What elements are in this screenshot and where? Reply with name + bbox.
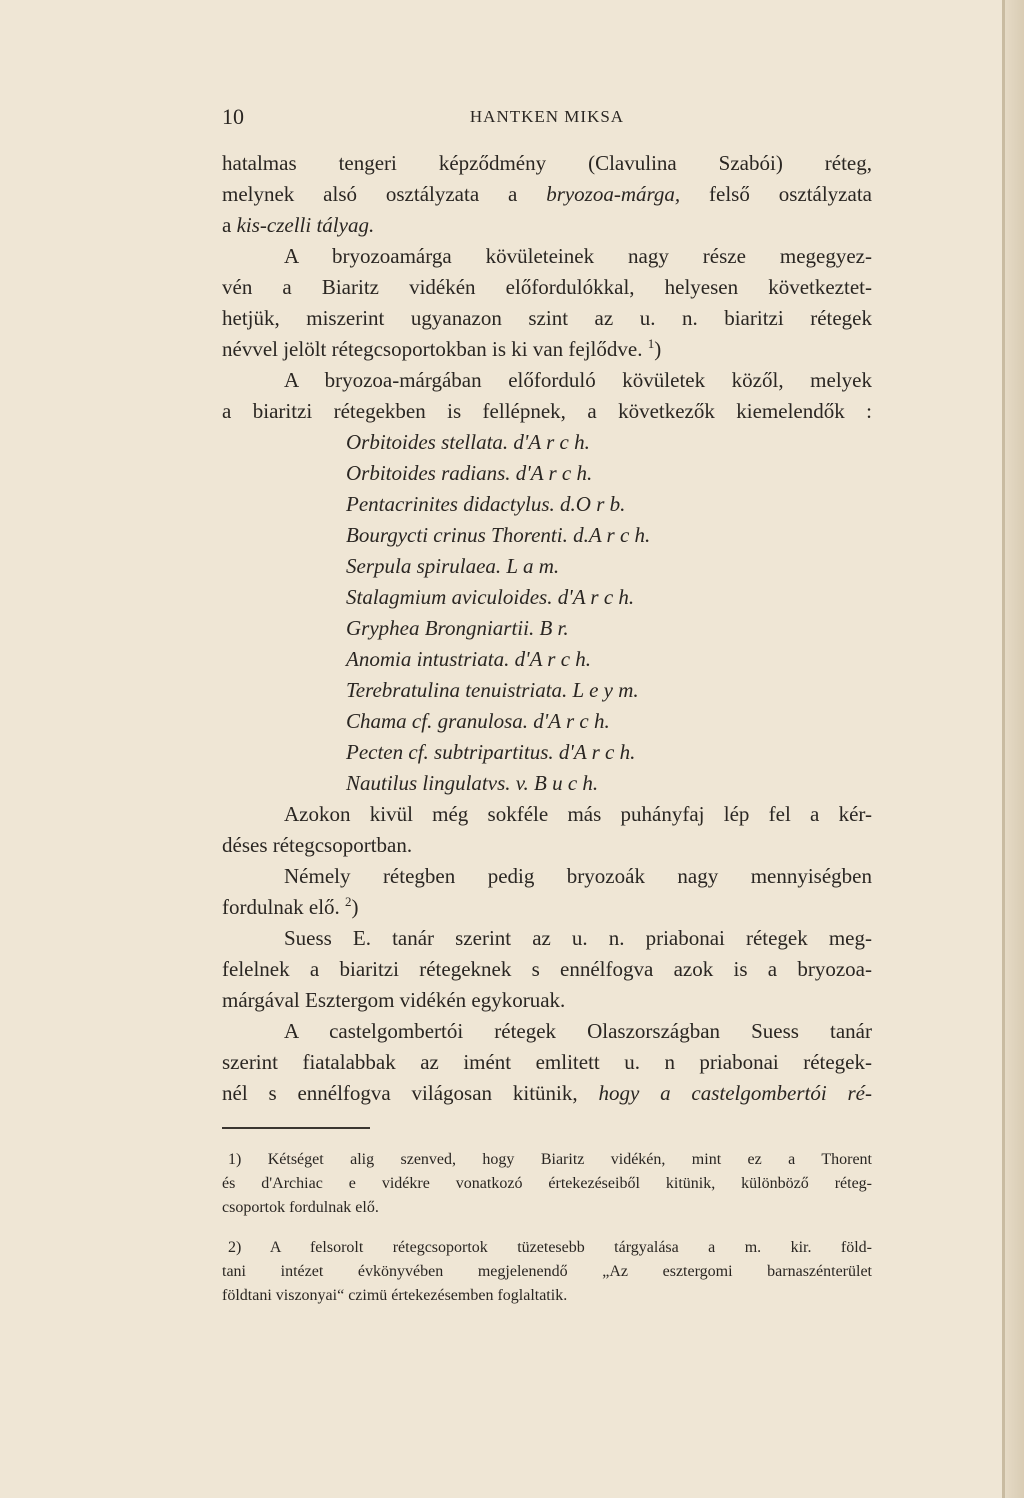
- footnote-2-line: földtani viszonyai“ czimü értekezésemben foglaltatik.: [222, 1287, 568, 1304]
- text-line: [222, 210, 872, 241]
- text-line: [222, 892, 872, 923]
- fossil-item: Gryphea Brongniartii. B r.: [346, 616, 569, 640]
- text-span: A felsorolt rétegcsoportok tüzetesebb tárgyalása a m. kir. föld-: [241, 1239, 872, 1256]
- footnote-2-line: tani intézet évkönyvében megjelenendő „Az esztergomi barnaszénterület: [222, 1263, 872, 1280]
- text-line: [222, 179, 872, 210]
- text-span: melynek alsó osztályzata a: [222, 182, 547, 206]
- text-line: hatalmas tengeri képződmény (Clavulina Szabói) réteg,: [222, 151, 872, 175]
- fossil-list: [222, 427, 872, 799]
- footnote-2-line: [222, 1236, 872, 1260]
- text-line: vén a Biaritz vidékén előfordulókkal, helyesen következtet-: [222, 275, 872, 299]
- fossil-item: Orbitoides stellata. d'A r c h.: [346, 430, 590, 454]
- italic-term: kis-czelli tályag.: [236, 213, 375, 237]
- text-line: A castelgombertói rétegek Olaszországban Suess tanár: [284, 1019, 872, 1043]
- text-span: nél s ennélfogva világosan kitünik,: [222, 1081, 599, 1105]
- footnotes: [222, 1148, 872, 1308]
- running-head: HANTKEN MIKSA: [469, 107, 625, 126]
- italic-phrase: hogy a castelgombertói ré-: [598, 1081, 872, 1105]
- footnote-ref-2: 2: [345, 894, 352, 909]
- text-line: [222, 334, 872, 365]
- text-line: márgával Esztergom vidékén egykoruak.: [222, 988, 566, 1012]
- page-number: 10: [222, 104, 244, 129]
- fossil-item: Nautilus lingulatvs. v. B u c h.: [346, 771, 599, 795]
- text-line: déses rétegcsoportban.: [222, 833, 413, 857]
- text-span: a: [222, 213, 237, 237]
- text-line: felelnek a biaritzi rétegeknek s ennélfogva azok is a bryozoa-: [222, 957, 872, 981]
- fossil-item: Serpula spirulaea. L a m.: [346, 554, 560, 578]
- footnote-ref-paren: ): [351, 895, 359, 919]
- footnote-gap: [222, 1220, 872, 1236]
- text-line: hetjük, miszerint ugyanazon szint az u. n. biaritzi rétegek: [222, 306, 872, 330]
- footnote-1-line: és d'Archiac e vidékre vonatkozó értekezéseiből kitünik, különböző réteg-: [222, 1175, 872, 1192]
- text-span: Kétséget alig szenved, hogy Biaritz vidékén, mint ez a Thorent: [241, 1151, 872, 1168]
- fossil-item: Orbitoides radians. d'A r c h.: [346, 461, 593, 485]
- italic-term: bryozoa-márga,: [546, 182, 681, 206]
- page-edge-shadow: [1002, 0, 1024, 1498]
- text-line: szerint fiatalabbak az imént emlitett u. n priabonai rétegek-: [222, 1050, 872, 1074]
- text-line: A bryozoamárga kövületeinek nagy része megegyez-: [284, 244, 872, 268]
- page-edge-line: [1002, 0, 1005, 1498]
- text-line: Némely rétegben pedig bryozoák nagy mennyiségben: [284, 864, 872, 888]
- fossil-item: Stalagmium aviculoides. d'A r c h.: [346, 585, 635, 609]
- footnote-ref-paren: ): [654, 337, 662, 361]
- fossil-item: Pecten cf. subtripartitus. d'A r c h.: [346, 740, 636, 764]
- footnote-1-line: [222, 1148, 872, 1172]
- footnote-ref-1: 1: [647, 336, 655, 351]
- text-line: a biaritzi rétegekben is fellépnek, a következők kiemelendők :: [222, 399, 872, 423]
- text-line: Azokon kivül még sokféle más puhányfaj lép fel a kér-: [284, 802, 872, 826]
- fossil-item: Chama cf. granulosa. d'A r c h.: [346, 709, 610, 733]
- main-text: [222, 148, 872, 1109]
- footnote-2-marker: 2): [228, 1239, 242, 1256]
- text-span: fordulnak elő.: [222, 895, 340, 919]
- footnote-separator: [222, 1127, 370, 1129]
- text-line: A bryozoa-márgában előforduló kövületek közől, melyek: [284, 368, 872, 392]
- text-span: felső osztályzata: [680, 182, 872, 206]
- fossil-item: Bourgycti crinus Thorenti. d.A r c h.: [346, 523, 651, 547]
- fossil-item: Anomia intustriata. d'A r c h.: [346, 647, 592, 671]
- footnote-1-marker: 1): [228, 1151, 242, 1168]
- text-line: Suess E. tanár szerint az u. n. priabonai rétegek meg-: [284, 926, 872, 950]
- fossil-item: Pentacrinites didactylus. d.O r b.: [346, 492, 626, 516]
- text-span: névvel jelölt rétegcsoportokban is ki van fejlődve.: [222, 337, 643, 361]
- fossil-item: Terebratulina tenuistriata. L e y m.: [346, 678, 639, 702]
- text-line: [222, 1078, 872, 1109]
- footnote-1-line: csoportok fordulnak elő.: [222, 1199, 379, 1216]
- page-header: [222, 104, 872, 134]
